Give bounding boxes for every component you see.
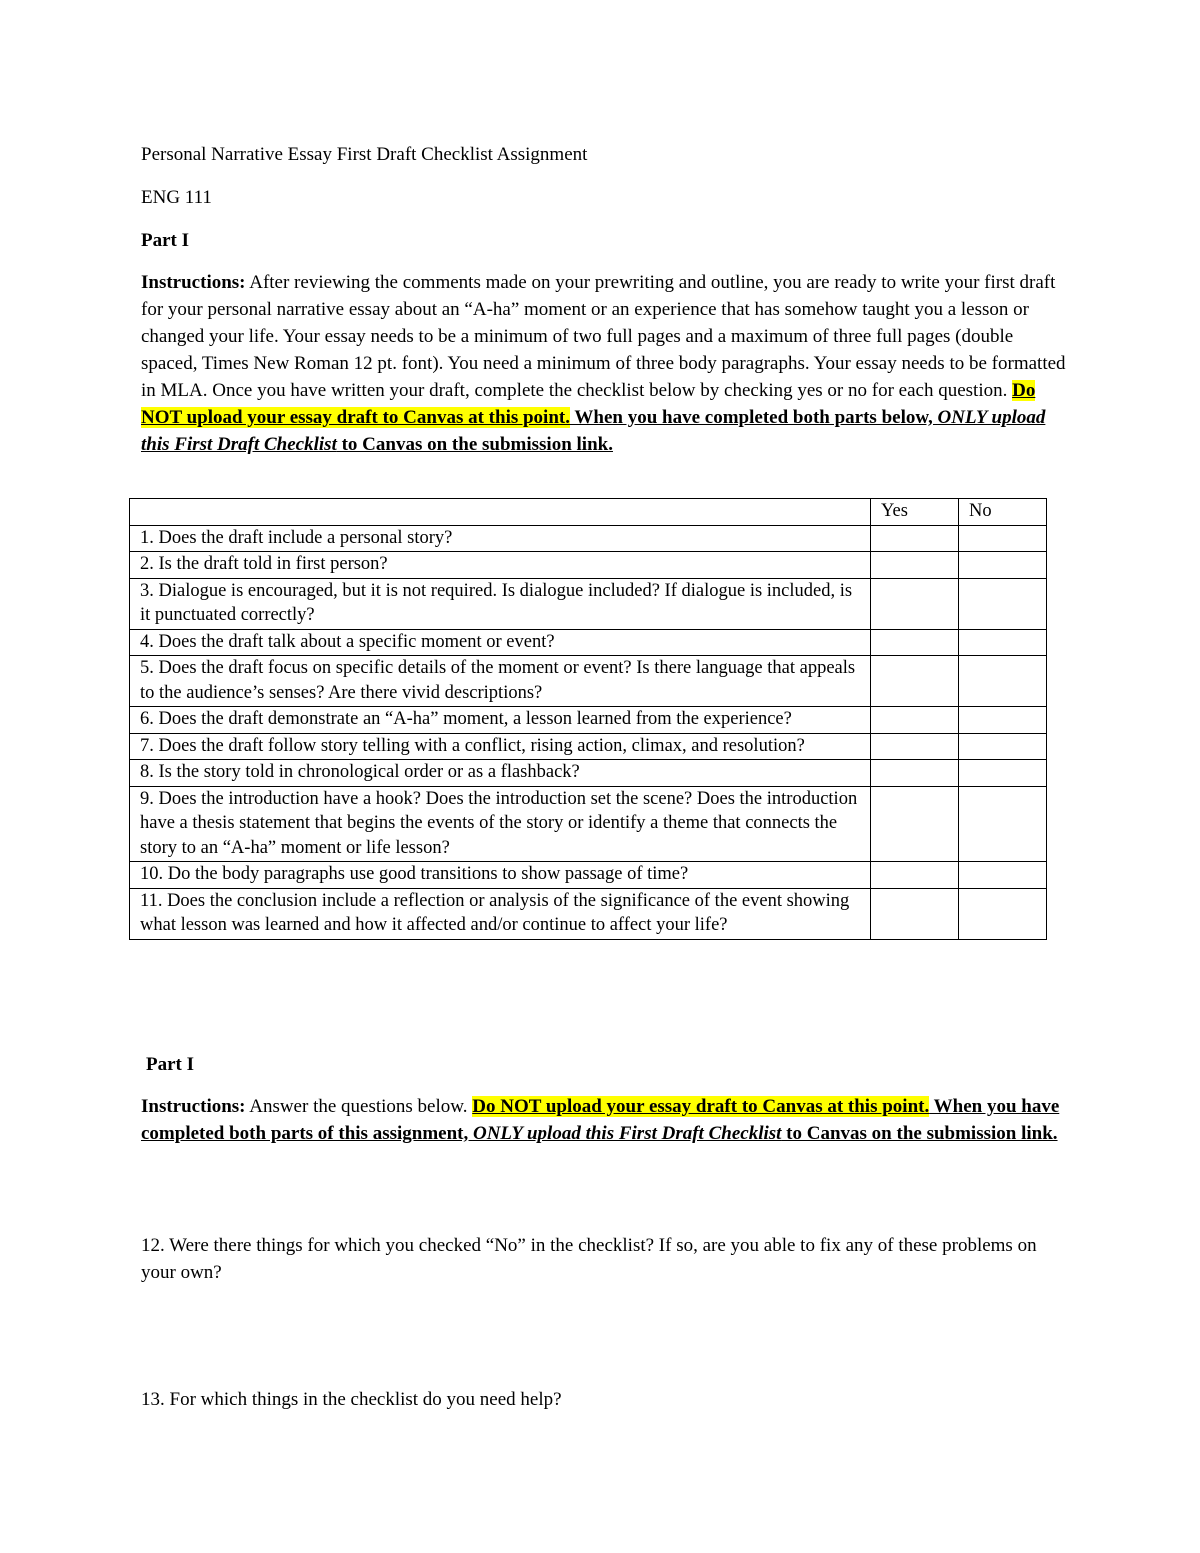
yes-checkbox-cell[interactable] [871,888,959,939]
no-checkbox-cell[interactable] [959,707,1047,734]
checklist-question: 1. Does the draft include a personal story? [130,525,871,552]
submission-note-end: to Canvas on the submission link. [336,434,613,455]
yes-checkbox-cell[interactable] [871,629,959,656]
part-two-heading: Part I [146,1054,195,1075]
yes-checkbox-cell[interactable] [871,552,959,579]
course-code: ENG 111 [141,187,212,208]
submission-note-emphasis: ONLY upload this First Draft Checklist [141,407,1046,455]
submission-note-emphasis: ONLY upload this First Draft Checklist [472,1123,782,1144]
yes-checkbox-cell[interactable] [871,786,959,862]
no-checkbox-cell[interactable] [959,888,1047,939]
question-12: 12. Were there things for which you checked “No” in the checklist? If so, are you able to fix any of these problems on your own? [141,1235,1037,1283]
part-one-instructions [141,269,1066,458]
no-checkbox-cell[interactable] [959,525,1047,552]
yes-checkbox-cell[interactable] [871,760,959,787]
checklist-question: 3. Dialogue is encouraged, but it is not required. Is dialogue included? If dialogue is included, is it punctuated correctly? [130,578,871,629]
table-row [130,656,1047,707]
checklist-question: 6. Does the draft demonstrate an “A-ha” moment, a lesson learned from the experience? [130,707,871,734]
upload-warning-highlight: Do NOT upload your essay draft to Canvas at this point. [472,1096,930,1117]
table-row [130,760,1047,787]
submission-note: When you have completed both parts below, [569,407,938,428]
document-title: Personal Narrative Essay First Draft Checklist Assignment [141,144,588,165]
checklist-question: 8. Is the story told in chronological order or as a flashback? [130,760,871,787]
table-row [130,786,1047,862]
part-one-heading: Part I [141,230,190,251]
table-row [130,552,1047,579]
yes-checkbox-cell[interactable] [871,656,959,707]
table-row [130,525,1047,552]
question-13: 13. For which things in the checklist do you need help? [141,1389,562,1410]
checklist-question: 7. Does the draft follow story telling with a conflict, rising action, climax, and resolution? [130,733,871,760]
checklist-question: 2. Is the draft told in first person? [130,552,871,579]
yes-checkbox-cell[interactable] [871,707,959,734]
no-checkbox-cell[interactable] [959,629,1047,656]
part-two-instructions [141,1093,1066,1147]
table-row [130,733,1047,760]
submission-note: When you have completed both parts of this assignment, [141,1096,1060,1144]
yes-column-header: Yes [871,499,959,526]
no-checkbox-cell[interactable] [959,578,1047,629]
no-checkbox-cell[interactable] [959,760,1047,787]
yes-checkbox-cell[interactable] [871,733,959,760]
checklist-question: 10. Do the body paragraphs use good transitions to show passage of time? [130,862,871,889]
table-row [130,578,1047,629]
checklist-question: 5. Does the draft focus on specific details of the moment or event? Is there language that appeals to the audience’s senses? Are there vivid descriptions? [130,656,871,707]
table-row [130,862,1047,889]
checklist-header-row [130,499,1047,526]
table-row [130,888,1047,939]
checklist-question: 4. Does the draft talk about a specific moment or event? [130,629,871,656]
table-row [130,707,1047,734]
instructions-label: Instructions: [141,272,246,293]
yes-checkbox-cell[interactable] [871,525,959,552]
checklist-question: 9. Does the introduction have a hook? Does the introduction set the scene? Does the introduction have a thesis statement that begins the events of the story or identify a theme that connects the story to an “A-ha” moment or life lesson? [130,786,871,862]
instructions-text: Answer the questions below. [245,1096,473,1117]
no-checkbox-cell[interactable] [959,733,1047,760]
instructions-label: Instructions: [141,1096,246,1117]
no-checkbox-cell[interactable] [959,552,1047,579]
question-column-header [130,499,871,526]
no-checkbox-cell[interactable] [959,786,1047,862]
upload-warning-highlight: Do NOT upload your essay draft to Canvas at this point. [141,380,1036,428]
yes-checkbox-cell[interactable] [871,578,959,629]
no-checkbox-cell[interactable] [959,862,1047,889]
submission-note-end: to Canvas on the submission link. [781,1123,1058,1144]
no-checkbox-cell[interactable] [959,656,1047,707]
table-row [130,629,1047,656]
draft-checklist-table [129,498,1047,940]
instructions-text: After reviewing the comments made on your prewriting and outline, you are ready to write your first draft for your personal narrative essay about an “A-ha” moment or an experience that has somehow taught you a lesson or changed your life. Your essay needs to be a minimum of two full pages and a maximum of three full pages (double spaced, Times New Roman 12 pt. font). You need a minimum of three body paragraphs. Your essay needs to be formatted in MLA. Once you have written your draft, complete the checklist below by checking yes or no for each question. [141,272,1066,401]
no-column-header: No [959,499,1047,526]
yes-checkbox-cell[interactable] [871,862,959,889]
checklist-question: 11. Does the conclusion include a reflection or analysis of the significance of the event showing what lesson was learned and how it affected and/or continue to affect your life? [130,888,871,939]
